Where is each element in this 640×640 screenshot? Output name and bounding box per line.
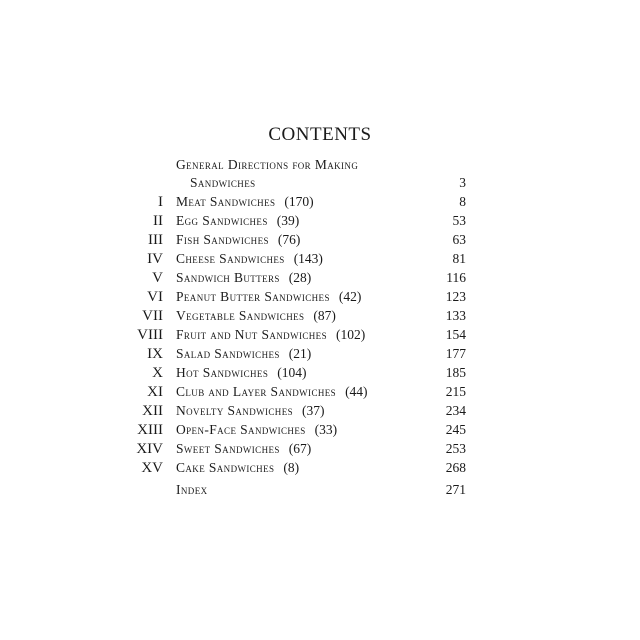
chapter-recipe-count: (143) bbox=[293, 251, 323, 266]
contents-heading: CONTENTS bbox=[268, 124, 372, 145]
index-page: 271 bbox=[445, 482, 466, 497]
chapter-numeral: VIII bbox=[137, 327, 163, 343]
toc-chapter-row bbox=[0, 288, 640, 306]
chapter-title: Club and Layer Sandwiches bbox=[176, 384, 337, 399]
toc-intro-row-line1 bbox=[0, 156, 640, 174]
chapter-page: 154 bbox=[445, 327, 466, 342]
chapter-numeral: V bbox=[152, 270, 163, 286]
toc-chapter-row bbox=[0, 231, 640, 249]
chapter-recipe-count: (44) bbox=[345, 384, 368, 399]
chapter-title-wrap bbox=[176, 383, 368, 401]
chapter-title-wrap bbox=[176, 421, 337, 439]
chapter-recipe-count: (21) bbox=[288, 346, 312, 361]
chapter-title-wrap bbox=[176, 326, 365, 344]
chapter-page: 63 bbox=[452, 232, 466, 247]
chapter-title: Open-Face Sandwiches bbox=[176, 422, 306, 437]
chapter-recipe-count: (67) bbox=[288, 441, 312, 456]
chapter-page: 8 bbox=[459, 194, 466, 209]
chapter-title-wrap bbox=[176, 307, 336, 325]
chapter-numeral: X bbox=[152, 365, 163, 381]
chapter-numeral: VII bbox=[142, 308, 163, 324]
toc-chapter-row bbox=[0, 364, 640, 382]
chapter-title: Cheese Sandwiches bbox=[176, 251, 285, 266]
toc-intro-row-line2 bbox=[0, 174, 640, 192]
chapter-title: Cake Sandwiches bbox=[176, 460, 275, 475]
chapter-title: Novelty Sandwiches bbox=[176, 403, 293, 418]
chapter-numeral: III bbox=[148, 232, 163, 248]
chapter-recipe-count: (87) bbox=[313, 308, 336, 323]
toc-chapter-row bbox=[0, 345, 640, 363]
chapter-title: Fruit and Nut Sandwiches bbox=[176, 327, 327, 342]
toc-intro-title-line2: Sandwiches bbox=[190, 175, 256, 190]
toc-chapter-row bbox=[0, 459, 640, 477]
toc-chapter-row bbox=[0, 326, 640, 344]
chapter-recipe-count: (42) bbox=[338, 289, 362, 304]
chapter-page: 253 bbox=[445, 441, 466, 456]
chapter-page: 53 bbox=[452, 213, 466, 228]
chapter-title-wrap bbox=[176, 345, 311, 363]
chapter-recipe-count: (28) bbox=[288, 270, 312, 285]
chapter-recipe-count: (76) bbox=[277, 232, 301, 247]
toc-chapter-row bbox=[0, 212, 640, 230]
chapter-page: 268 bbox=[445, 460, 466, 475]
chapter-numeral: VI bbox=[147, 289, 163, 305]
chapter-recipe-count: (33) bbox=[314, 422, 338, 437]
chapter-title-wrap bbox=[176, 193, 314, 211]
toc-chapter-row bbox=[0, 250, 640, 268]
chapter-page: 81 bbox=[452, 251, 466, 266]
chapter-title-wrap bbox=[176, 231, 300, 249]
toc-chapter-row bbox=[0, 193, 640, 211]
chapter-title-wrap bbox=[176, 250, 323, 268]
chapter-numeral: I bbox=[158, 194, 163, 210]
chapter-title-wrap bbox=[176, 440, 311, 458]
chapter-recipe-count: (102) bbox=[335, 327, 366, 342]
chapter-title-wrap bbox=[176, 459, 299, 477]
chapter-numeral: XIII bbox=[137, 422, 163, 438]
toc-chapter-row bbox=[0, 402, 640, 420]
chapter-recipe-count: (170) bbox=[284, 194, 314, 209]
chapter-page: 133 bbox=[445, 308, 466, 323]
chapter-recipe-count: (104) bbox=[277, 365, 307, 380]
chapter-page: 116 bbox=[446, 270, 466, 285]
chapter-recipe-count: (37) bbox=[302, 403, 325, 418]
chapter-recipe-count: (8) bbox=[283, 460, 300, 475]
toc-chapter-row bbox=[0, 421, 640, 439]
toc-chapter-row bbox=[0, 440, 640, 458]
chapter-numeral: IV bbox=[147, 251, 163, 267]
chapter-page: 234 bbox=[445, 403, 466, 418]
toc-index-row bbox=[0, 481, 640, 499]
toc-chapter-row bbox=[0, 307, 640, 325]
chapter-numeral: IX bbox=[147, 346, 163, 362]
chapter-page: 185 bbox=[445, 365, 466, 380]
toc-chapter-row bbox=[0, 383, 640, 401]
toc-intro-page: 3 bbox=[459, 175, 466, 190]
chapter-title: Sweet Sandwiches bbox=[176, 441, 280, 456]
chapter-numeral: XI bbox=[147, 384, 163, 400]
chapter-numeral: XIV bbox=[136, 441, 163, 457]
index-title: Index bbox=[176, 482, 208, 497]
chapter-page: 215 bbox=[445, 384, 466, 399]
chapter-numeral: XV bbox=[141, 460, 163, 476]
toc-intro-title-line1: General Directions for Making bbox=[176, 157, 359, 172]
chapter-title-wrap bbox=[176, 402, 325, 420]
chapter-title: Egg Sandwiches bbox=[176, 213, 268, 228]
chapter-page: 123 bbox=[445, 289, 466, 304]
chapter-title: Sandwich Butters bbox=[176, 270, 280, 285]
chapter-title-wrap bbox=[176, 288, 361, 306]
chapter-recipe-count: (39) bbox=[276, 213, 300, 228]
chapter-title: Vegetable Sandwiches bbox=[176, 308, 305, 323]
chapter-numeral: XII bbox=[142, 403, 163, 419]
chapter-numeral: II bbox=[153, 213, 163, 229]
chapter-title-wrap bbox=[176, 364, 306, 382]
chapter-page: 177 bbox=[445, 346, 466, 361]
chapter-title-wrap bbox=[176, 212, 299, 230]
chapter-title: Meat Sandwiches bbox=[176, 194, 276, 209]
chapter-title-wrap bbox=[176, 269, 311, 287]
toc-chapter-row bbox=[0, 269, 640, 287]
chapter-title: Salad Sandwiches bbox=[176, 346, 280, 361]
chapter-title: Peanut Butter Sandwiches bbox=[176, 289, 330, 304]
chapter-title: Hot Sandwiches bbox=[176, 365, 269, 380]
chapter-page: 245 bbox=[445, 422, 466, 437]
chapter-title: Fish Sandwiches bbox=[176, 232, 269, 247]
